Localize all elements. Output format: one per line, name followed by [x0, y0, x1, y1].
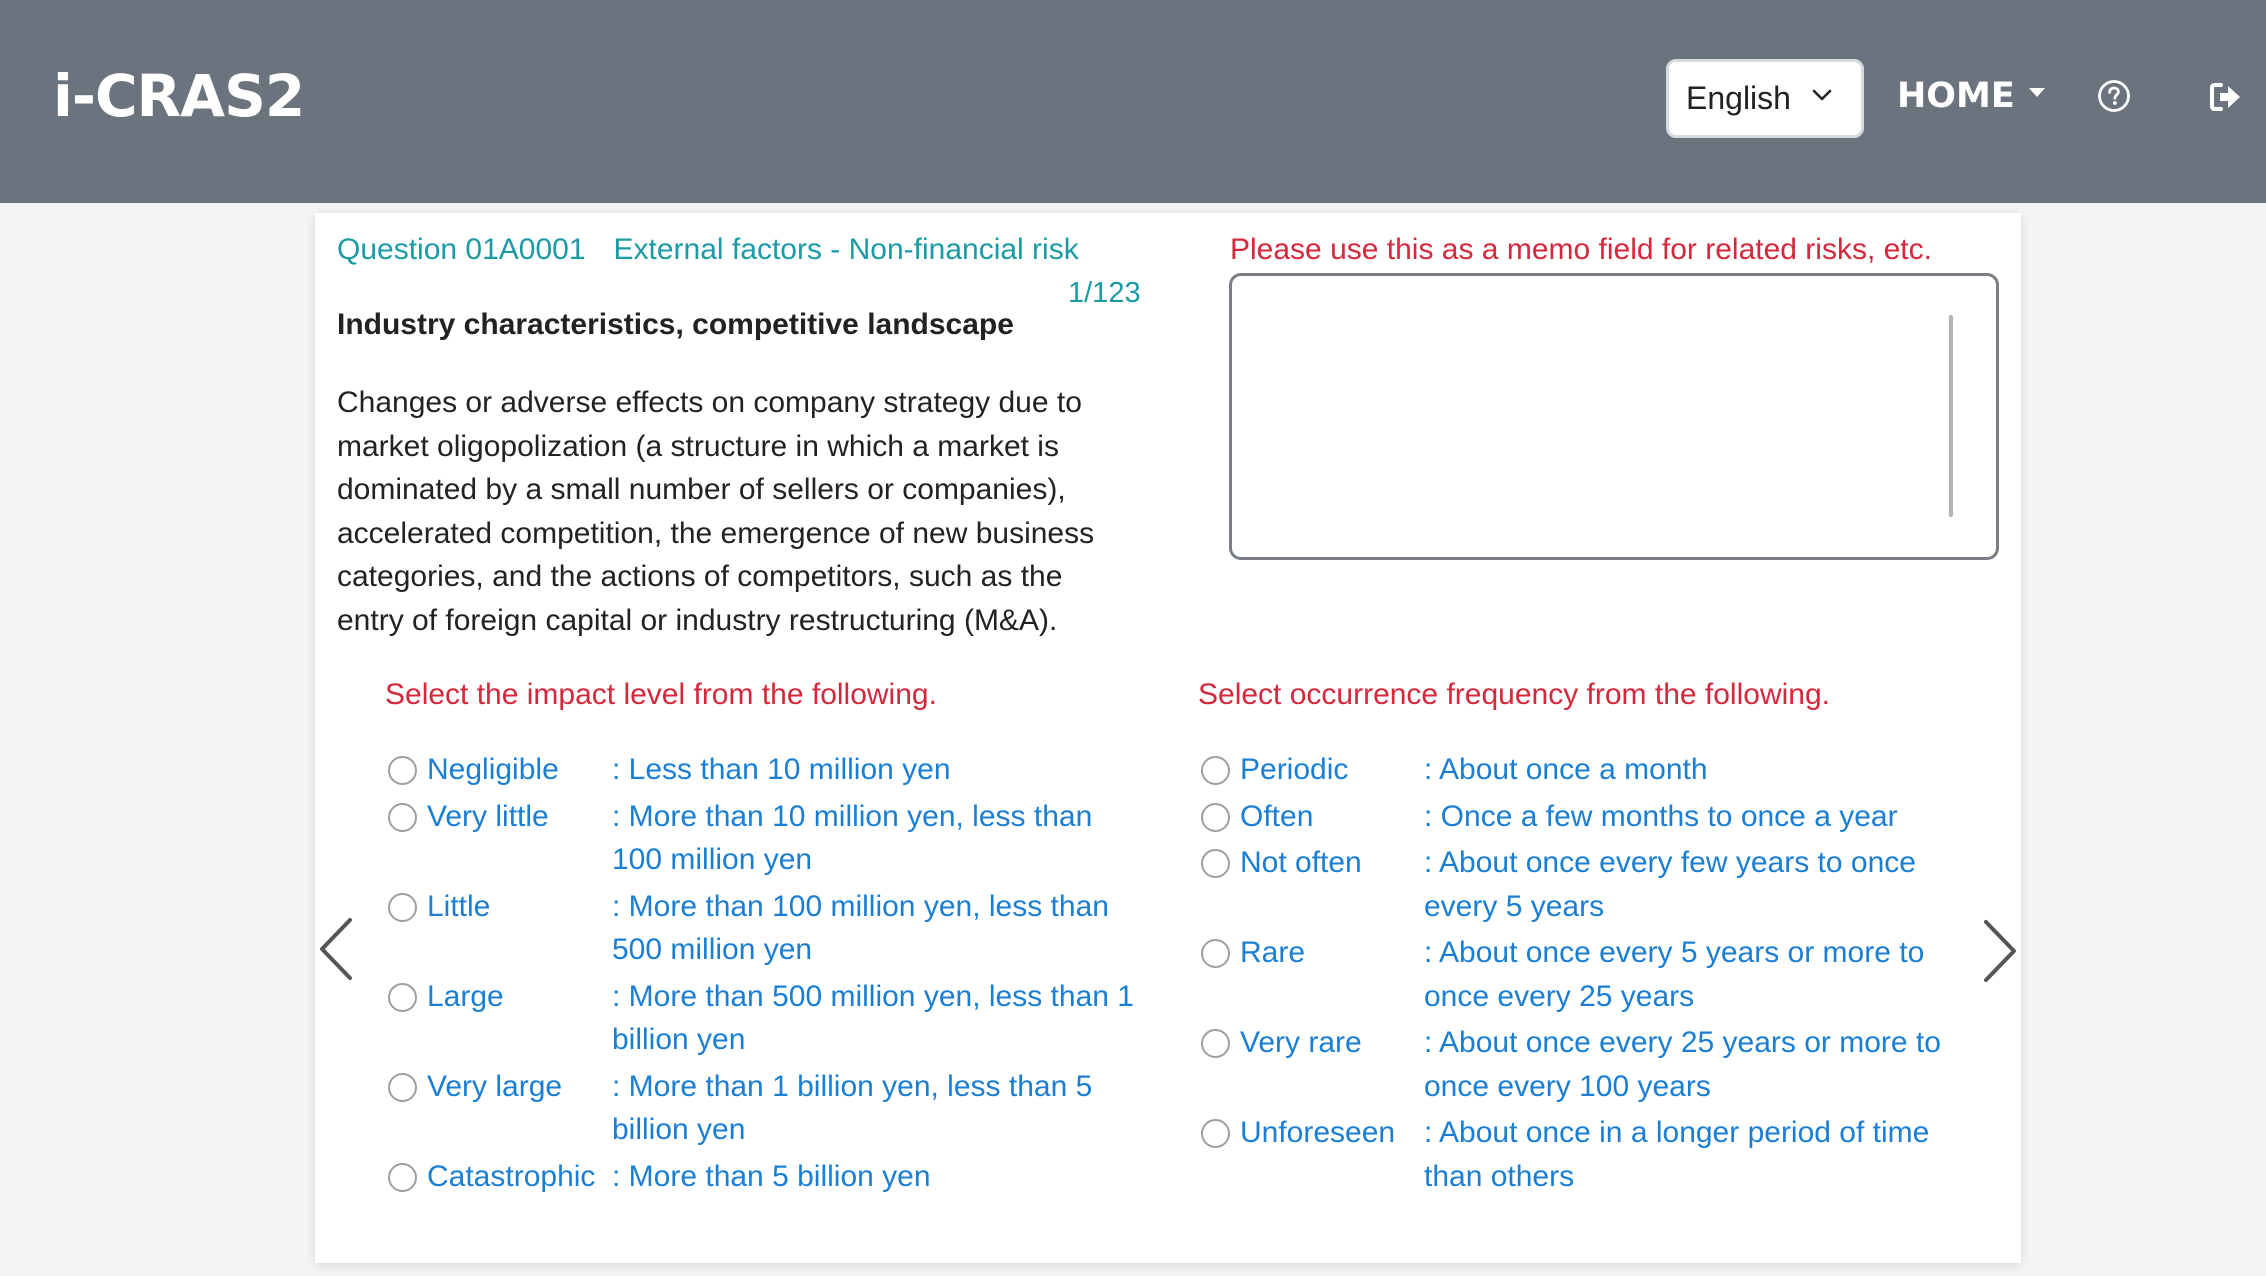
option-description: : Less than 10 million yen	[612, 753, 951, 786]
question-description: Changes or adverse effects on company strategy due to market oligopolization (a structure in which a market is dominated by a small number of sellers or companies), accelerated competition, the emergence of new business categories, and the actions of competitors, such as the entry of foreign capital or industry restructuring (M&A).	[337, 386, 1095, 637]
option-name[interactable]: Rare	[1240, 936, 1306, 969]
chevron-left-icon[interactable]	[316, 916, 356, 982]
question-header	[337, 233, 1079, 267]
option-name[interactable]: Very little	[427, 799, 549, 833]
option-description: : About once in a longer period of time than others	[1424, 1116, 1930, 1193]
question-id: Question 01A0001	[337, 233, 586, 266]
radio-button[interactable]	[388, 803, 417, 832]
radio-button[interactable]	[1201, 803, 1230, 832]
question-title: Industry characteristics, competitive landscape	[337, 308, 1014, 341]
radio-button[interactable]	[1201, 756, 1230, 785]
language-select-value: English	[1686, 80, 1791, 116]
memo-scrollbar[interactable]	[1949, 315, 1953, 517]
option-description: : More than 10 million yen, less than 100 million yen	[612, 799, 1093, 876]
home-menu-label: HOME	[1897, 76, 2015, 116]
frequency-option-unforeseen[interactable]	[1201, 1111, 1961, 1198]
option-name[interactable]: Negligible	[427, 753, 559, 786]
brand-logo[interactable]: i-CRAS2	[53, 62, 305, 130]
radio-button[interactable]	[388, 1073, 417, 1102]
radio-button[interactable]	[388, 893, 417, 922]
radio-button[interactable]	[388, 756, 417, 785]
option-description: : Once a few months to once a year	[1424, 799, 1898, 833]
caret-down-icon	[2029, 88, 2045, 97]
frequency-option-very-rare[interactable]	[1201, 1021, 1961, 1108]
option-description: : More than 500 million yen, less than 1 billion yen	[612, 979, 1134, 1056]
radio-button[interactable]	[1201, 1119, 1230, 1148]
frequency-option-often[interactable]	[1201, 795, 1961, 839]
impact-option-very-little[interactable]	[388, 795, 1138, 882]
frequency-option-rare[interactable]	[1201, 931, 1961, 1018]
option-description: : About once every 25 years or more to once every 100 years	[1424, 1026, 1941, 1103]
memo-label: Please use this as a memo field for related risks, etc.	[1230, 233, 1932, 266]
radio-button[interactable]	[1201, 849, 1230, 878]
option-name[interactable]: Catastrophic	[427, 1159, 596, 1193]
option-description: : About once every 5 years or more to once every 25 years	[1424, 936, 1925, 1013]
option-name[interactable]: Large	[427, 979, 504, 1013]
option-name[interactable]: Little	[427, 889, 491, 923]
top-navbar	[0, 0, 2266, 203]
impact-option-little[interactable]	[388, 885, 1138, 972]
radio-button[interactable]	[1201, 939, 1230, 968]
home-menu[interactable]	[1897, 76, 2045, 116]
option-name[interactable]: Often	[1240, 799, 1314, 833]
impact-option-very-large[interactable]	[388, 1065, 1138, 1152]
frequency-options	[1201, 748, 1961, 1201]
frequency-prompt: Select occurrence frequency from the following.	[1198, 678, 1830, 711]
option-name[interactable]: Very rare	[1240, 1026, 1362, 1059]
frequency-option-periodic[interactable]	[1201, 748, 1961, 792]
impact-option-large[interactable]	[388, 975, 1138, 1062]
question-counter: 1/123	[1068, 277, 1141, 309]
option-description: : More than 100 million yen, less than 500 million yen	[612, 889, 1109, 966]
option-name[interactable]: Periodic	[1240, 753, 1349, 786]
sign-out-icon[interactable]	[2208, 80, 2242, 114]
chevron-right-icon[interactable]	[1980, 918, 2020, 984]
option-description: : About once every few years to once every 5 years	[1424, 846, 1916, 923]
radio-button[interactable]	[388, 983, 417, 1012]
impact-option-catastrophic[interactable]	[388, 1155, 1138, 1199]
impact-option-negligible[interactable]	[388, 748, 1138, 792]
radio-button[interactable]	[1201, 1029, 1230, 1058]
option-name[interactable]: Not often	[1240, 846, 1362, 879]
option-description: : More than 1 billion yen, less than 5 billion yen	[612, 1069, 1093, 1146]
question-category: External factors - Non-financial risk	[613, 233, 1079, 266]
impact-prompt: Select the impact level from the following.	[385, 678, 937, 711]
radio-button[interactable]	[388, 1163, 417, 1192]
help-circle-icon[interactable]	[2097, 79, 2131, 113]
chevron-down-icon	[1811, 84, 1833, 106]
frequency-option-not-often[interactable]	[1201, 841, 1961, 928]
impact-options	[388, 748, 1138, 1201]
option-description: : About once a month	[1424, 753, 1708, 786]
memo-textarea[interactable]	[1229, 273, 1999, 560]
language-select[interactable]	[1666, 59, 1864, 138]
option-description: : More than 5 billion yen	[612, 1159, 931, 1193]
option-name[interactable]: Unforeseen	[1240, 1116, 1396, 1149]
option-name[interactable]: Very large	[427, 1069, 563, 1103]
